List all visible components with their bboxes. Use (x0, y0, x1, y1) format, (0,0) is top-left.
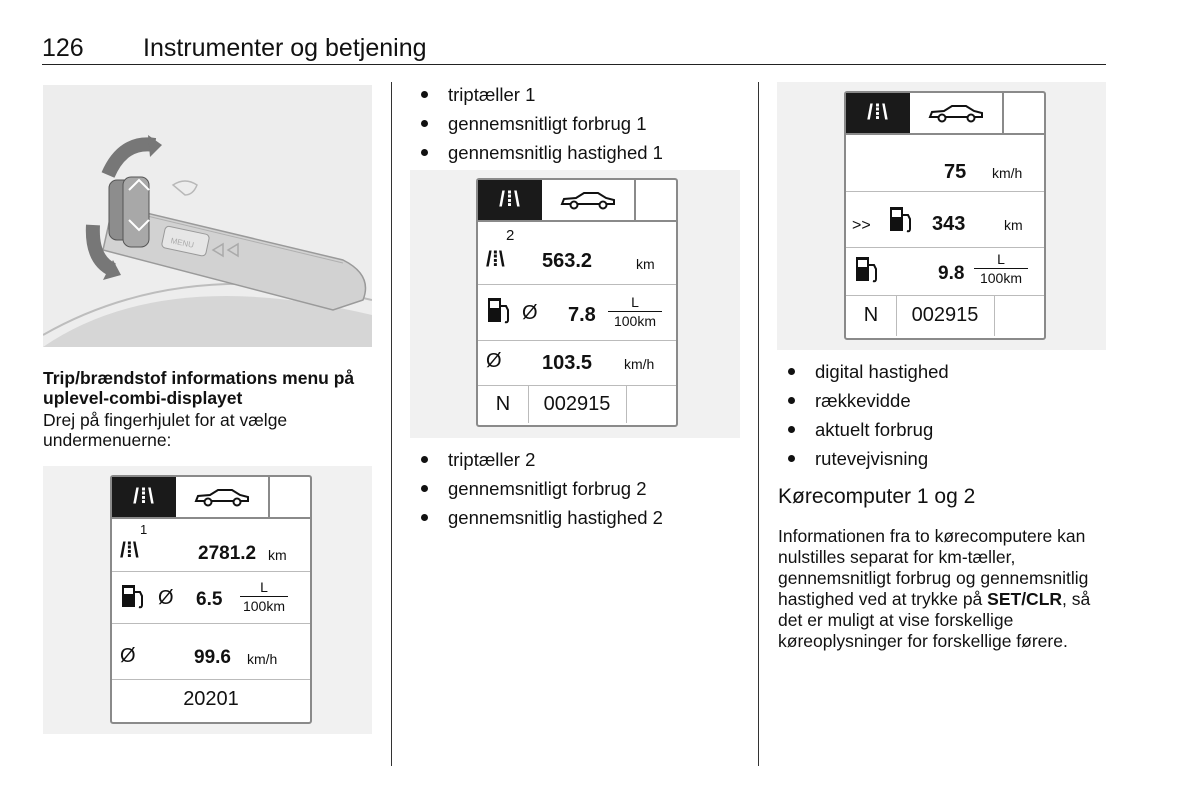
figure-caption-text: Drej på fingerhjulet for at vælge undermenuerne: (43, 410, 288, 450)
list-item: digital hastighed (785, 357, 1105, 386)
trip-icon: /⁞\ (120, 539, 139, 562)
display-panel-2 (410, 170, 740, 438)
average-symbol: Ø (120, 645, 136, 667)
speed-value: 75 (944, 161, 967, 183)
unit-100km: 100km (613, 313, 657, 329)
unit-100km: 100km (242, 598, 286, 614)
car-tab (910, 93, 1004, 133)
list-item: gennemsnitligt forbrug 2 (418, 474, 748, 503)
trip-index: 2 (506, 227, 515, 244)
list-item: triptæller 1 (418, 80, 748, 109)
consumption-unit (974, 251, 1028, 286)
speed-row (478, 340, 676, 386)
odometer-row (846, 295, 1044, 336)
range-value: 343 (932, 213, 966, 235)
trip-tab: /⁞\ (846, 93, 910, 133)
consumption-unit (608, 294, 662, 329)
combi-display-3 (844, 91, 1046, 340)
trip-row (112, 519, 310, 572)
list-item: triptæller 2 (418, 445, 748, 474)
range-row (846, 191, 1044, 248)
car-icon (926, 102, 986, 124)
fuel-pump-icon (888, 205, 916, 235)
list-item: gennemsnitligt forbrug 1 (418, 109, 748, 138)
car-tab (176, 477, 270, 517)
fuel-pump-icon (120, 583, 148, 611)
trip-value: 2781.2 (198, 543, 257, 564)
unit-100km: 100km (979, 270, 1023, 286)
odometer-row (112, 679, 310, 720)
list-item: gennemsnitlig hastighed 2 (418, 503, 748, 532)
car-tab (542, 180, 636, 220)
menu-button-label: MENU (169, 236, 195, 250)
trip-index: 1 (140, 522, 148, 537)
trip-unit: km (268, 547, 287, 563)
consumption-unit (240, 579, 288, 614)
consumption-row (112, 571, 310, 624)
gear-indicator: N (478, 385, 529, 423)
speed-row (112, 623, 310, 680)
section-heading: Kørecomputer 1 og 2 (778, 485, 976, 508)
fuel-pump-icon (486, 296, 514, 326)
trip-value: 563.2 (542, 250, 593, 272)
list-item: gennemsnitlig hastighed 1 (418, 138, 748, 167)
odometer-value: 20201 (183, 688, 239, 710)
page-title: Instrumenter og betjening (143, 34, 427, 62)
bullet-list-trip2 (418, 445, 748, 532)
odometer-value: 002915 (896, 295, 995, 336)
range-unit: km (1004, 217, 1023, 233)
column-divider-left (391, 82, 392, 766)
trip-tab: /⁞\ (478, 180, 542, 220)
fuel-pump-icon (854, 255, 882, 285)
page-number: 126 (42, 34, 84, 62)
speed-value: 103.5 (542, 352, 593, 374)
odometer-value: 002915 (528, 385, 627, 423)
consumption-value: 7.8 (568, 304, 596, 326)
steering-stalk-illustration (43, 85, 372, 347)
trip-icon: /⁞\ (486, 248, 505, 271)
column-divider-right (758, 82, 759, 766)
combi-display-1 (110, 475, 312, 724)
consumption-row (478, 284, 676, 341)
display-panel-1 (43, 466, 372, 734)
range-arrows: >> (852, 217, 871, 234)
unit-liters: L (631, 294, 639, 310)
average-symbol: Ø (158, 587, 174, 609)
car-icon (192, 486, 252, 508)
speed-value: 99.6 (194, 647, 231, 668)
list-item: aktuelt forbrug (785, 415, 1105, 444)
car-icon (558, 189, 618, 211)
trip-row (478, 222, 676, 285)
paragraph-text-1: Informationen fra to kørecomputere kan nulstilles separat for km-tæller, gennemsnitligt forbrug og gennemsnitlig hastighed ved at trykke på (778, 526, 1089, 609)
stalk-photo (43, 85, 372, 347)
speed-unit: km/h (624, 356, 655, 372)
trip-tab: /⁞\ (112, 477, 176, 517)
average-symbol: Ø (486, 350, 502, 372)
display-panel-3 (777, 82, 1106, 350)
current-consumption-row (846, 247, 1044, 296)
trip-unit: km (636, 256, 655, 272)
unit-liters: L (260, 579, 268, 595)
consumption-value: 9.8 (938, 263, 965, 284)
consumption-value: 6.5 (196, 589, 223, 610)
figure-caption-title: Trip/brændstof informations menu på uplevel-combi-displayet (43, 368, 355, 408)
unit-liters: L (997, 251, 1005, 267)
paragraph-text-2: , så det er muligt at vise forskellige køreoplysninger for forskellige førere. (778, 589, 1091, 651)
bullet-list-trip1 (418, 80, 748, 167)
digital-speed-row (846, 135, 1044, 192)
header-rule (42, 64, 1106, 65)
list-item: rækkevidde (785, 386, 1105, 415)
list-item: rutevejvisning (785, 444, 1105, 473)
gear-indicator: N (846, 295, 897, 336)
section-paragraph (778, 526, 1108, 652)
speed-unit: km/h (992, 165, 1023, 181)
average-symbol: Ø (522, 302, 538, 324)
bullet-list-display (785, 357, 1105, 473)
combi-display-2 (476, 178, 678, 427)
set-clr-label: SET/CLR (987, 589, 1063, 609)
odometer-row (478, 385, 676, 423)
speed-unit: km/h (247, 651, 278, 667)
